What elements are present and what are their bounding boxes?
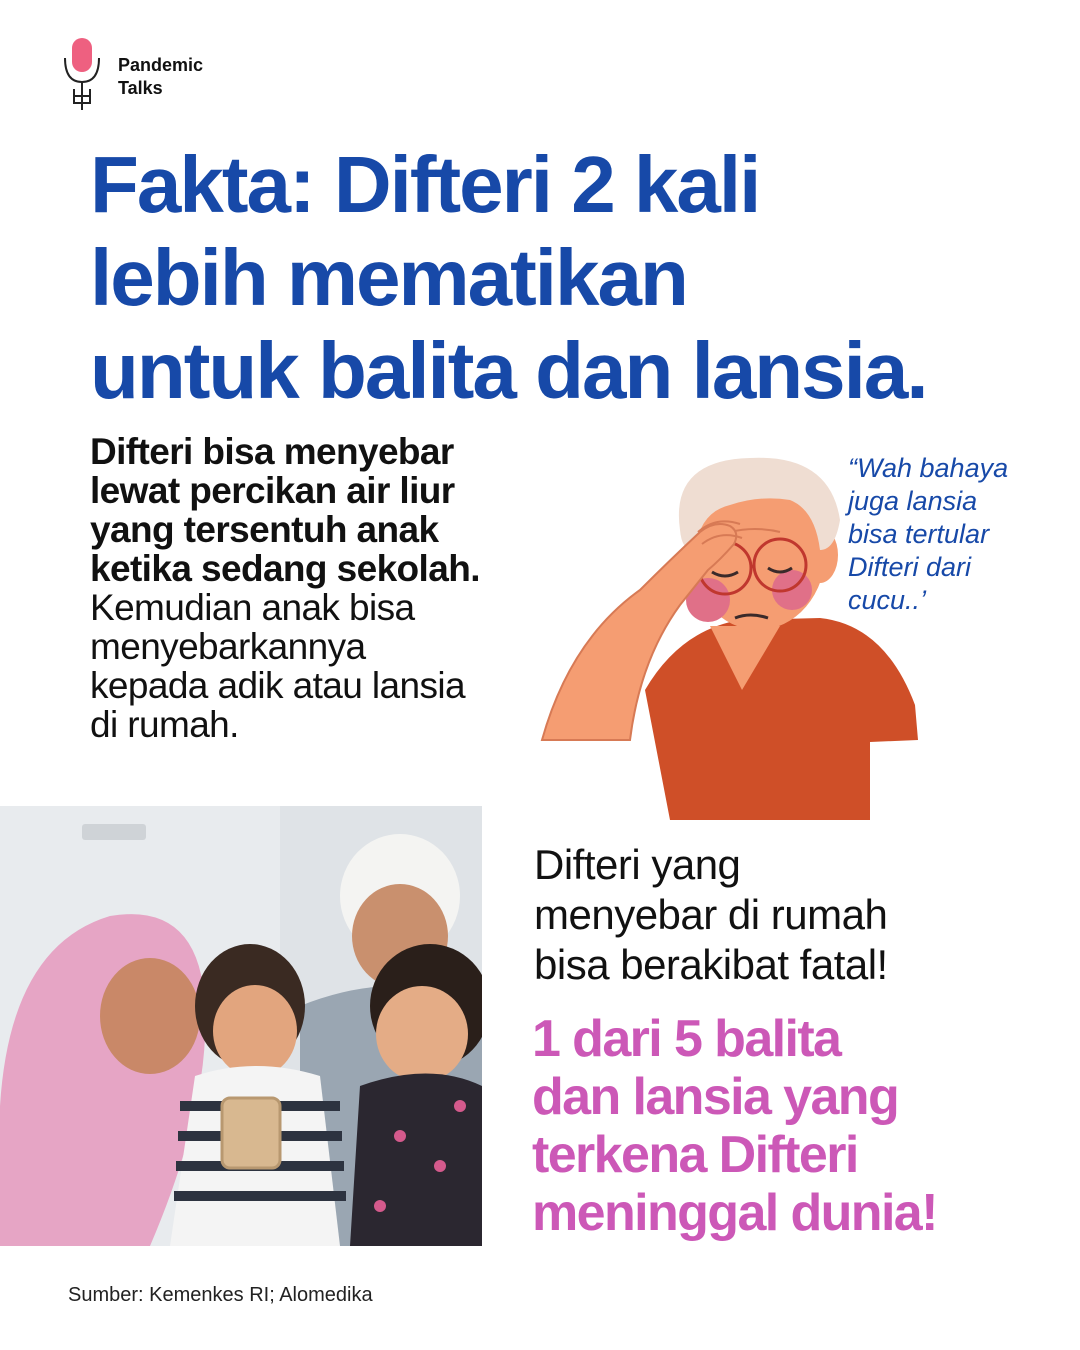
microphone-venus-icon xyxy=(62,36,106,112)
brand-name-line-2: Talks xyxy=(118,78,163,98)
quote-line-3: bisa tertular xyxy=(848,519,990,549)
stat-line-3: terkena Difteri xyxy=(532,1126,858,1184)
brand-name-line-1: Pandemic xyxy=(118,55,204,75)
quote-line-4: Difteri dari xyxy=(848,552,972,582)
stat-line-4: meninggal dunia! xyxy=(532,1184,937,1242)
fatal-line-1: Difteri yang xyxy=(534,841,741,888)
quote-line-5: cucu..’ xyxy=(848,585,927,615)
brand-logo xyxy=(62,36,262,116)
intro-paragraph xyxy=(90,432,570,744)
page-title xyxy=(90,138,1050,417)
quote-line-2: juga lansia xyxy=(848,486,978,516)
title-line-3: untuk balita dan lansia. xyxy=(90,326,927,415)
intro-bold-line-2: lewat percikan air liur xyxy=(90,470,455,511)
intro-line-6: menyebarkannya xyxy=(90,626,366,667)
source-citation: Sumber: Kemenkes RI; Alomedika xyxy=(68,1284,373,1306)
title-line-2: lebih mematikan xyxy=(90,233,687,322)
stat-line-2: dan lansia yang xyxy=(532,1068,899,1126)
family-photo-illustration xyxy=(0,806,482,1246)
speech-quote xyxy=(848,452,1073,617)
fatal-line-2: menyebar di rumah xyxy=(534,891,888,938)
intro-bold-line-3: yang tersentuh anak xyxy=(90,509,439,550)
intro-line-7: kepada adik atau lansia xyxy=(90,665,465,706)
fatal-warning-text xyxy=(534,840,1054,990)
intro-bold-line-1: Difteri bisa menyebar xyxy=(90,431,454,472)
quote-line-1: “Wah bahaya xyxy=(848,453,1009,483)
intro-bold-line-4: ketika sedang sekolah. xyxy=(90,548,480,589)
mortality-stat xyxy=(532,1010,1062,1242)
family-photo xyxy=(0,806,482,1246)
intro-line-8: di rumah. xyxy=(90,704,239,745)
title-line-1: Fakta: Difteri 2 kali xyxy=(90,140,760,229)
brand-name xyxy=(118,54,203,100)
fatal-line-3: bisa berakibat fatal! xyxy=(534,941,888,988)
stat-line-1: 1 dari 5 balita xyxy=(532,1010,841,1068)
intro-line-5: Kemudian anak bisa xyxy=(90,587,415,628)
